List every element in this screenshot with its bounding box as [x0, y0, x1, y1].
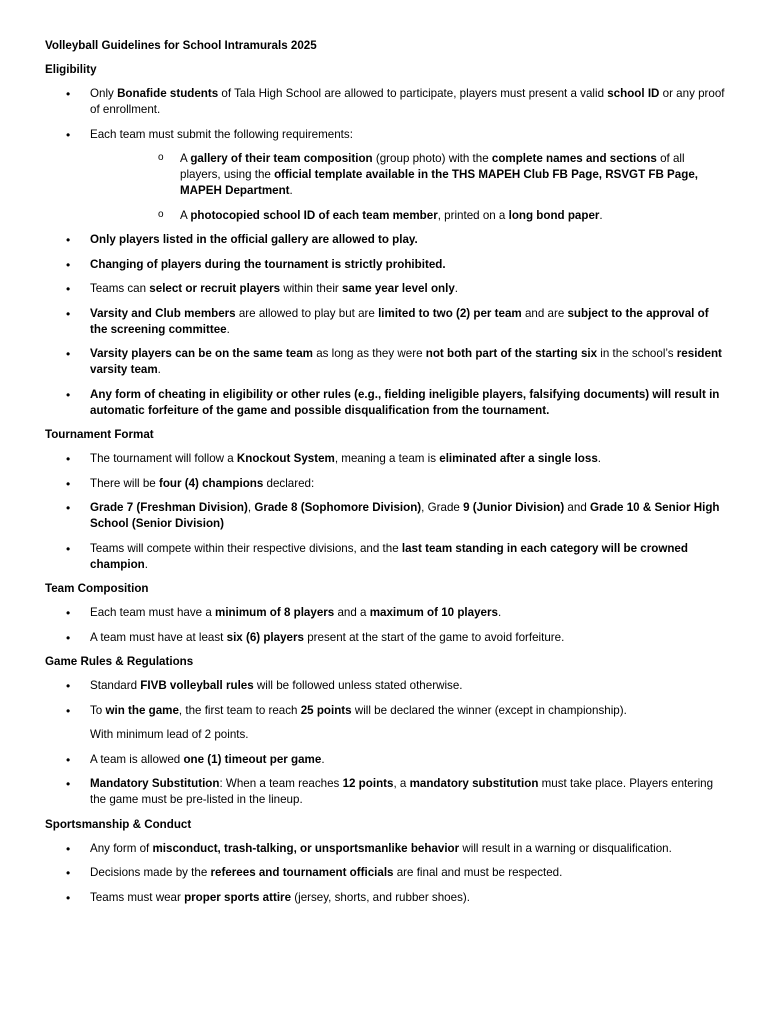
text-run: .	[226, 322, 230, 336]
section-heading: Game Rules & Regulations	[45, 655, 194, 668]
text-run: and a	[334, 606, 370, 619]
bold-text: same year level only	[341, 282, 455, 295]
text-run: will be declared the winner (except in championship).	[351, 703, 627, 717]
text-run: and are	[521, 306, 568, 320]
text-run: of all players, using the	[180, 152, 685, 181]
text-run: To	[90, 703, 106, 717]
text-run: declared:	[263, 476, 315, 490]
bold-text: misconduct, trash-talking, or unsportsmanlike behavior	[152, 841, 460, 855]
bold-text: last team standing in each category will be crowned champion	[90, 541, 688, 571]
bold-text: Varsity players can be on the same team	[90, 347, 313, 360]
bold-text: mandatory substitution	[409, 777, 539, 790]
list-item	[45, 346, 725, 378]
text-run: A	[180, 208, 191, 222]
bold-text: six (6) players	[226, 630, 304, 644]
list-item	[45, 776, 725, 808]
text-run: (jersey, shorts, and rubber shoes).	[291, 890, 470, 904]
bold-text: proper sports attire	[184, 890, 292, 904]
bold-text: Varsity and Club members	[90, 306, 236, 320]
bold-text: 9 (Junior Division)	[463, 501, 565, 514]
text-run: Only	[90, 87, 118, 100]
text-run: present at the start of the game to avoid forfeiture.	[303, 630, 565, 644]
text-run: Teams can	[90, 282, 150, 295]
section-heading: Sportsmanship & Conduct	[45, 817, 192, 831]
list-item	[45, 306, 725, 338]
section-tournament-format	[45, 427, 725, 573]
text-run: , meaning a team is	[334, 452, 440, 465]
text-run: The tournament will follow a	[90, 452, 237, 465]
text-run: Standard	[90, 679, 141, 692]
bold-text: four (4) champions	[158, 476, 264, 490]
section-heading: Tournament Format	[45, 428, 154, 441]
bullet-list	[45, 605, 725, 646]
text-run: Decisions made by the	[90, 866, 211, 879]
text-run: Teams must wear	[90, 890, 185, 904]
text-run: : When a team reaches	[219, 777, 343, 790]
list-item	[45, 257, 725, 273]
text-run: There will be	[90, 476, 159, 490]
text-run: Any form of	[90, 841, 153, 855]
text-run: within their	[280, 282, 342, 295]
list-item	[45, 678, 725, 694]
text-run: .	[321, 752, 325, 766]
bold-text: win the game	[105, 703, 179, 717]
text-run: , printed on a	[437, 208, 509, 222]
text-run: and	[564, 501, 590, 514]
bullet-list	[45, 86, 725, 419]
text-run: A	[180, 152, 191, 165]
section-eligibility	[45, 62, 725, 419]
bold-text: referees and tournament officials	[210, 866, 394, 879]
text-run: will be followed unless stated otherwise.	[253, 679, 463, 692]
bold-text: complete names and sections	[491, 152, 657, 165]
bold-text: Only players listed in the official gallery are allowed to play.	[90, 233, 418, 246]
bold-text: photocopied school ID of each team member	[190, 208, 438, 222]
bold-text: Bonafide students	[117, 87, 219, 100]
text-run: , the first team to reach	[178, 703, 301, 717]
document-page	[45, 38, 725, 914]
bold-text: long bond paper	[508, 208, 600, 222]
sub-list-item	[90, 208, 725, 224]
text-run: or any proof of enrollment.	[90, 87, 725, 116]
text-run: .	[597, 452, 602, 465]
text-run: , a	[393, 777, 410, 790]
bold-text: limited to two (2) per team	[378, 306, 522, 320]
text-run: will result in a warning or disqualification.	[459, 841, 672, 855]
list-item	[45, 127, 725, 224]
bold-text: select or recruit players	[149, 282, 281, 295]
list-item	[45, 752, 725, 768]
bold-text: school ID	[607, 87, 660, 100]
list-item	[45, 86, 725, 118]
text-run: .	[289, 184, 293, 197]
bullet-list	[45, 451, 725, 573]
sub-list	[90, 151, 725, 224]
list-item	[45, 841, 725, 857]
list-item	[45, 890, 725, 906]
text-run: as long as they were	[312, 347, 426, 360]
list-item	[45, 703, 725, 719]
text-run: .	[157, 363, 161, 376]
text-run: ,	[247, 501, 255, 514]
bold-text: not both part of the starting six	[425, 347, 598, 360]
bold-text: eliminated after a single loss	[439, 452, 598, 465]
section-heading: Team Composition	[45, 582, 149, 595]
text-run: A team must have at least	[90, 630, 227, 644]
bold-text: Any form of cheating in eligibility or other rules (e.g., fielding ineligible players, falsifying documents) will result in automatic forfeiture of the game and possible disqualification from the tournament.	[90, 387, 720, 417]
document-body	[45, 62, 725, 906]
list-item	[45, 281, 725, 297]
list-item	[45, 451, 725, 467]
text-run: , Grade	[421, 501, 464, 514]
text-run: Each team must submit the following requirements:	[90, 127, 353, 141]
section-heading: Eligibility	[45, 63, 97, 76]
section-team-composition	[45, 581, 725, 646]
text-run: Each team must have a	[90, 606, 216, 619]
bold-text: 12 points	[342, 777, 394, 790]
bold-text: gallery of their team composition	[190, 152, 373, 165]
section-game-rules-regulations	[45, 654, 725, 808]
bold-text: FIVB volleyball rules	[140, 679, 254, 692]
text-run: .	[599, 208, 603, 222]
text-run: of Tala High School are allowed to participate, players must present a valid	[218, 87, 608, 100]
bold-text: Changing of players during the tournament is strictly prohibited.	[90, 257, 446, 271]
text-run: are allowed to play but are	[235, 306, 379, 320]
text-run: (group photo) with the	[372, 152, 492, 165]
list-item-continuation: With minimum lead of 2 points.	[90, 728, 249, 741]
list-item	[45, 500, 725, 532]
document-title: Volleyball Guidelines for School Intramurals 2025	[45, 39, 317, 52]
text-run: Teams will compete within their respective divisions, and the	[90, 541, 402, 555]
bullet-list	[45, 678, 725, 808]
bold-text: 25 points	[300, 703, 352, 717]
text-run: must take place. Players entering the game must be pre-listed in the lineup.	[90, 777, 714, 806]
text-run: .	[497, 606, 502, 619]
bold-text: Knockout System	[236, 452, 335, 465]
text-run: .	[144, 557, 148, 571]
bold-text: Mandatory Substitution	[90, 777, 220, 790]
list-item	[45, 605, 725, 621]
text-run: .	[454, 282, 459, 295]
bold-text: subject to the approval of the screening committee	[90, 306, 709, 336]
section-sportsmanship-conduct	[45, 817, 725, 906]
list-item	[45, 476, 725, 492]
list-item	[45, 232, 725, 248]
text-run: A team is allowed	[90, 752, 184, 766]
list-item	[45, 541, 725, 573]
bold-text: resident varsity team	[90, 347, 722, 376]
sub-list-item	[90, 151, 725, 199]
bold-text: official template available in the THS MAPEH Club FB Page, RSVGT FB Page, MAPEH Department	[180, 168, 698, 197]
bold-text: one (1) timeout per game	[183, 752, 322, 766]
list-item	[45, 630, 725, 646]
bold-text: Grade 7 (Freshman Division)	[90, 501, 248, 514]
list-item	[45, 387, 725, 419]
text-run: in the school’s	[597, 347, 677, 360]
bold-text: minimum of 8 players	[215, 606, 335, 619]
bold-text: maximum of 10 players	[369, 606, 498, 619]
bullet-list	[45, 841, 725, 906]
bold-text: Grade 10 & Senior High School (Senior Division)	[90, 501, 720, 530]
list-item	[45, 865, 725, 881]
bold-text: Grade 8 (Sophomore Division)	[254, 501, 422, 514]
text-run: are final and must be respected.	[393, 866, 563, 879]
